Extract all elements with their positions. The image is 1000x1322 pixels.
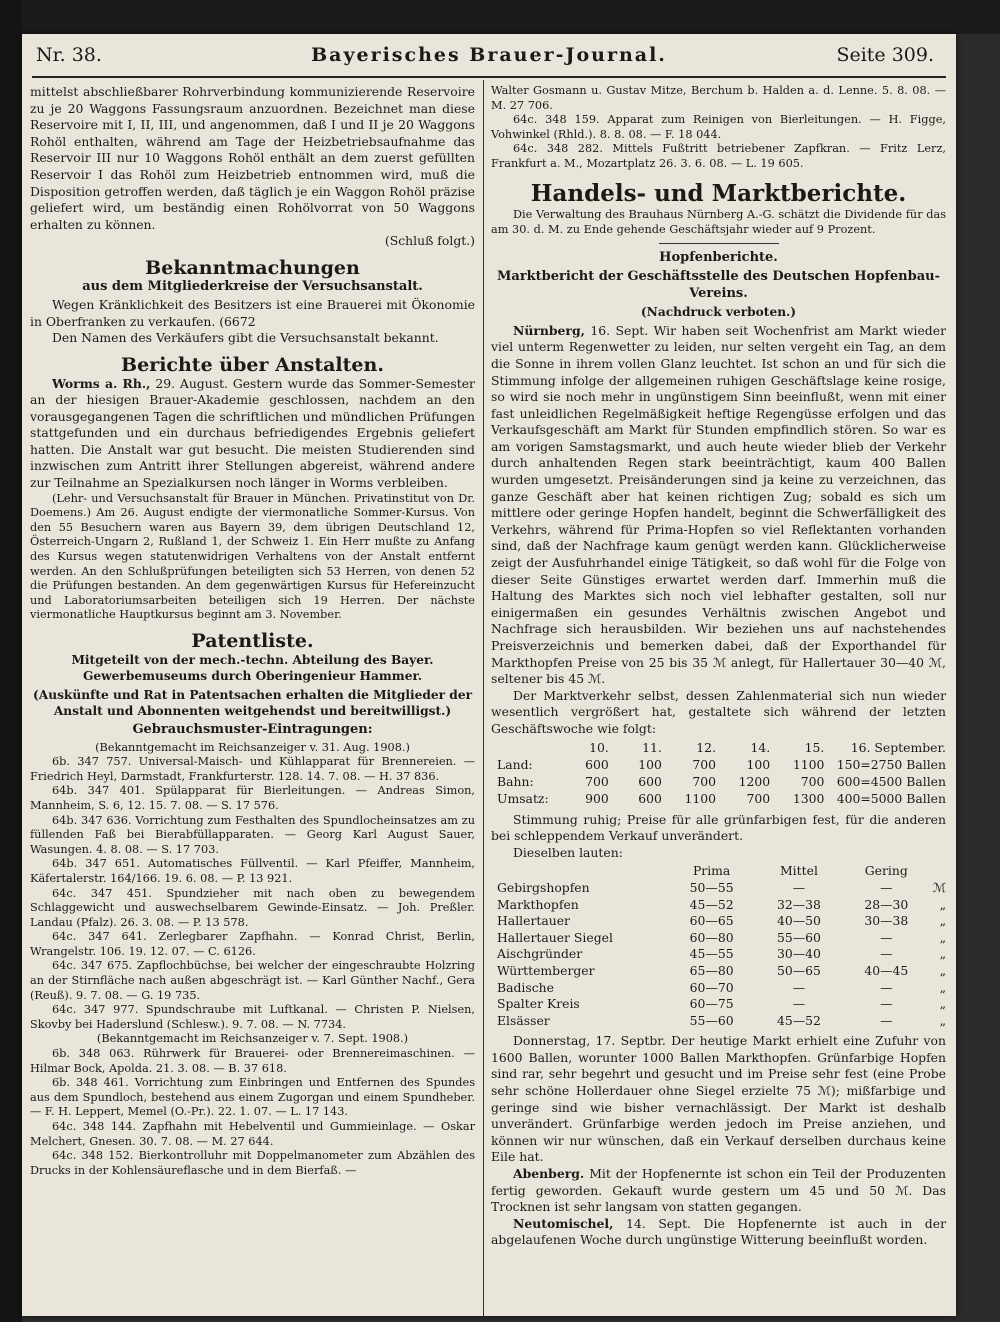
price-cell: — <box>880 946 893 962</box>
patent-list-heading: Patentliste. <box>191 630 314 652</box>
column-header: Prima <box>692 863 731 879</box>
hop-variety: Spalter Kreis <box>497 996 580 1012</box>
trade-reports-heading: Handels- und Marktberichte. <box>530 179 907 207</box>
dividend-notice: Die Verwaltung des Brauhaus Nürnberg A.-G. schätzt die Dividende für das am 30. d. M. zu Ende gehende Geschäftsjahr wieder auf 9 Prozent. <box>491 208 946 236</box>
prices-intro: Dieselben lauten: <box>513 844 623 860</box>
announcements-subheading: aus dem Mitgliederkreise der Versuchsanstalt. <box>82 278 423 294</box>
patent-entry: 6b. 347 757. Universal-Maisch- und Kühlapparat für Brennereien. — Friedrich Heyl, Darmstadt, Frankfurterstr. 128. 14. 7. 08. — H. 37 836. <box>30 755 475 783</box>
hop-price-table <box>497 863 946 1029</box>
table-cell: 700 <box>746 790 771 806</box>
table-cell: 700 <box>692 756 717 772</box>
journal-title: Bayerisches Brauer-Journal. <box>311 44 667 66</box>
market-traffic-table <box>497 740 946 808</box>
patent-entry: 64c. 347 675. Zapflochbüchse, bei welcher der eingeschraubte Holzring an der Stirnfläche nach außen abgeschrägt ist. — Karl Günther Nachf., Gera (Reuß). 9. 7. 08. — G. 19 735. <box>30 959 475 1002</box>
table-row <box>497 880 946 897</box>
column-header: 15. <box>804 739 825 755</box>
patent-entries-r <box>491 113 946 171</box>
hop-variety: Aischgründer <box>497 946 583 962</box>
row-label: Bahn: <box>497 773 534 789</box>
worms-report <box>30 376 475 492</box>
intro-paragraph: mittelst abschließbarer Rohrverbindung kommunizierende Reservoire zu je 20 Waggons Fassungsraum anzuordnen. Bezeichnet man diese Reservoire mit I, II, III, und angenommen, daß I und II je 20 Waggons Rohöl enthalten, während am Tage der Heizbetriebsaufnahme das Reservoir III nur 10 Waggons Rohöl enthält an dem zuerst gefüllten Reservoir I das Rohöl zum Heizbetrieb entnommen wird, muß die Disposition getroffen werden, daß täglich je ein Waggon Rohöl präzise geliefert wird, um beständig einen Rohölvorrat von 50 Waggons erhalten zu können. <box>30 84 475 232</box>
hop-variety: Badische <box>497 979 554 995</box>
price-cell: 55—60 <box>689 1012 734 1028</box>
table-row <box>497 1013 946 1030</box>
column-header: Mittel <box>780 863 818 879</box>
table-cell: 100 <box>746 756 771 772</box>
header-rule <box>32 76 946 78</box>
table-row <box>497 963 946 980</box>
unit-cell: „ <box>939 1012 946 1028</box>
patent-entry: 64c. 348 159. Apparat zum Reinigen von Bierleitungen. — H. Figge, Vohwinkel (Rhld.). 8. 8. 08. — F. 18 044. <box>491 113 946 141</box>
nuremberg-report <box>491 323 946 688</box>
hop-variety: Elsässer <box>497 1012 550 1028</box>
announcements-heading: Bekanntmachungen <box>145 256 360 279</box>
patent-entry: 64b. 347 651. Automatisches Füllventil. — Karl Pfeiffer, Mannheim, Käfertalerstr. 164/166. 19. 6. 08. — P. 13 921. <box>30 857 475 885</box>
thursday-report: Donnerstag, 17. Septbr. Der heutige Markt erhielt eine Zufuhr von 1600 Ballen, worunter 1000 Ballen Markthopfen. Grünfarbige Hopfen sind rar, sehr begehrt und gesucht und im Preise sehr fest (eine Probe sehr schöne Hollerdauer ohne Siegel erzielte 75 ℳ); mißfarbige und geringe sind wie bisher vernachlässigt. Der Markt ist deshalb unverändert. Grünfarbige werden jedoch im Preise anziehen, und können wir nur wünschen, daß ein Verkauf derselben durchaus keine Eile hat. <box>491 1033 946 1165</box>
table-header-row <box>497 863 946 880</box>
unit-cell: ℳ <box>932 879 946 895</box>
patent-entry: 64b. 347 401. Spülapparat für Bierleitungen. — Andreas Simon, Mannheim, S. 6, 12. 15. 7. 08. — S. 17 576. <box>30 784 475 812</box>
patent-list-note: (Auskünfte und Rat in Patentsachen erhalten die Mitglieder der Anstalt und Abonnenten weitgehendst und bereitwilligst.) <box>32 687 472 719</box>
patent-entry: 64c. 347 641. Zerlegbarer Zapfhahn. — Konrad Christ, Berlin, Wrangelstr. 106. 19. 12. 07. — C. 6126. <box>30 930 475 958</box>
price-cell: 50—65 <box>776 962 821 978</box>
price-cell: 40—45 <box>864 962 909 978</box>
place-name: Worms a. Rh., <box>52 375 151 391</box>
journal-page <box>22 34 956 1316</box>
price-cell: 65—80 <box>689 962 734 978</box>
hop-variety: Gebirgshopfen <box>497 879 590 895</box>
table-cell: 1100 <box>684 790 717 806</box>
abenberg-report <box>491 1166 946 1216</box>
unit-cell: „ <box>939 946 946 962</box>
table-row <box>497 757 946 774</box>
table-cell: 600 <box>585 756 609 772</box>
price-cell: 45—52 <box>689 896 734 912</box>
report-text: 29. August. Gestern wurde das Sommer-Semester an der hiesigen Brauer-Akademie geschlossen, nachdem an den vorausgegangenen Tagen die schriftlichen und mündlichen Prüfungen stattgefunden und ein durchaus befriedigendes Ergebnis geliefert hatten. Die Anstalt war gut besucht. Die meisten Studierenden sind inzwischen zum Antritt ihrer Stellungen abgereist, während andere zur Teilnahme an Spezialkursen noch länger in Worms verbleiben. <box>30 375 475 491</box>
column-rule <box>483 80 484 1316</box>
table-cell: 700 <box>585 773 609 789</box>
price-cell: — <box>880 996 893 1012</box>
price-cell: — <box>880 1012 893 1028</box>
unit-cell: „ <box>939 929 946 945</box>
hop-variety: Württemberger <box>497 962 595 978</box>
place-name: Neutomischel, <box>513 1215 614 1231</box>
patent-entries-b <box>30 1047 475 1178</box>
reports-heading: Berichte über Anstalten. <box>121 353 384 376</box>
patent-entry: Walter Gosmann u. Gustav Mitze, Berchum b. Halden a. d. Lenne. 5. 8. 08. — M. 27 706. <box>491 84 946 112</box>
price-cell: — <box>880 879 893 895</box>
unit-cell: „ <box>939 896 946 912</box>
patent-entry: 64b. 347 636. Vorrichtung zum Festhalten des Spundlocheinsatzes am zu füllenden Faß bei Bierabfüllapparaten. — Georg Karl August Sauer, Wasungen. 4. 8. 08. — S. 17 703. <box>30 813 475 856</box>
report-text: 14. Sept. Die Hopfenernte ist auch in der abgelaufenen Woche durch ungünstige Witterung beeinflußt worden. <box>491 1215 946 1248</box>
column-header: 12. <box>696 739 717 755</box>
column-header: 11. <box>642 739 662 755</box>
patent-entry: 64c. 347 977. Spundschraube mit Luftkanal. — Christen P. Nielsen, Skovby bei Haderslund (Schlesw.). 9. 7. 08. — N. 7734. <box>30 1003 475 1031</box>
table-cell: 150=2750 Ballen <box>836 756 946 772</box>
table-cell: 1300 <box>792 790 825 806</box>
unit-cell: „ <box>939 913 946 929</box>
price-cell: 30—40 <box>776 946 821 962</box>
table-cell: 600 <box>638 773 662 789</box>
patent-entries-a <box>30 755 475 1032</box>
table-row <box>497 996 946 1013</box>
market-traffic-text: Der Marktverkehr selbst, dessen Zahlenmaterial sich nun wieder wesentlich vergrößert hat, gestaltete sich während der letzten Geschäftswoche wie folgt: <box>491 687 946 736</box>
price-cell: — <box>792 879 806 895</box>
price-cell: — <box>792 979 806 995</box>
table-row <box>497 913 946 930</box>
row-label: Umsatz: <box>497 790 549 806</box>
price-cell: 40—50 <box>776 913 821 929</box>
price-cell: — <box>880 929 893 945</box>
column-header: 14. <box>750 739 771 755</box>
report-text: Mit der Hopfenernte ist schon ein Teil der Produzenten fertig geworden. Gekauft wurde gestern um 45 und 50 ℳ. Das Trocknen ist sehr langsam von statten gegangen. <box>491 1166 946 1215</box>
price-cell: — <box>792 996 806 1012</box>
price-cell: 60—70 <box>689 979 734 995</box>
utility-models-heading: Gebrauchsmuster-Eintragungen: <box>132 721 373 737</box>
price-cell: 45—52 <box>776 1012 821 1028</box>
row-label: Land: <box>497 756 533 772</box>
table-cell: 600=4500 Ballen <box>836 773 946 789</box>
table-row <box>497 897 946 914</box>
reprint-notice: (Nachdruck verboten.) <box>640 305 797 320</box>
announcement-text: Wegen Kränklichkeit des Besitzers ist eine Brauerei mit Ökonomie in Oberfranken zu verkaufen. (6672 <box>30 297 475 329</box>
table-row <box>497 774 946 791</box>
column-header: Gering <box>864 863 908 879</box>
table-cell: 700 <box>692 773 717 789</box>
table-cell: 600 <box>638 790 662 806</box>
patent-entry: 64c. 348 282. Mittels Fußtritt betriebener Zapfkran. — Fritz Lerz, Frankfurt a. M., Mozartplatz 26. 3. 6. 08. — L. 19 605. <box>491 142 946 170</box>
price-cell: 55—60 <box>776 929 821 945</box>
patent-list-source: Mitgeteilt von der mech.-techn. Abteilung des Bayer. Gewerbemuseums durch Oberingenieur Hammer. <box>71 652 434 684</box>
table-row <box>497 980 946 997</box>
to-be-continued: (Schluß folgt.) <box>384 233 475 249</box>
price-cell: 60—65 <box>689 913 734 929</box>
table-header-row <box>497 740 946 757</box>
section-divider <box>659 243 779 244</box>
left-column <box>30 84 475 1178</box>
place-name: Nürnberg, <box>513 322 585 338</box>
neutomischel-report <box>491 1216 946 1249</box>
table-cell: 1100 <box>792 756 825 772</box>
mood-text: Stimmung ruhig; Preise für alle grünfarbigen fest, für die anderen bei schleppendem Verkauf unverändert. <box>491 811 946 844</box>
scan-background-left <box>0 0 22 1322</box>
column-header: 16. September. <box>850 739 946 755</box>
patent-entry: 64c. 347 451. Spundzieher mit nach oben zu bewegendem Schlaggewicht und auswechselbarem Gewinde-Einsatz. — Joh. Preßler. Landau (Pfalz). 26. 3. 08. — P. 13 578. <box>30 886 475 929</box>
announcement-text: Den Namen des Verkäufers gibt die Versuchsanstalt bekannt. <box>52 330 439 346</box>
price-cell: 30—38 <box>864 913 909 929</box>
place-name: Abenberg. <box>513 1166 585 1182</box>
table-cell: 700 <box>800 773 825 789</box>
report-text: 16. Sept. Wir haben seit Wochenfrist am Markt wieder viel unterm Regenwetter zu leiden, nur selten vergeht ein Tag, an dem die Sonne in ihrem vollen Glanz leuchtet. Ist schon an und für sich die Stimmung infolge der allgemeinen ruhigen Geschäftslage keine rosige, so wird sie noch mehr in ungünstigem Sinn beeinflußt, wenn mit einer fast unleidlichen Regelmäßigkeit heftige Regengüsse erfolgen und das Verkaufsgeschäft am Markt für Stunden empfindlich stören. So war es am vorigen Samstagsmarkt, und auch heute wieder blieb der Verkehr durch anhaltenden Regen stark beeinträchtigt, kaum 400 Ballen wurden umgesetzt. Preisänderungen sind ja keine zu verzeichnen, das ganze Geschäft aber hat keinen richtigen Zug; sobald es sich um mittlere oder geringe Hopfen handelt, beginnt die Schwerfälligkeit des Verkehrs, während für Prima-Hopfen so viel Reflektanten vorhanden sind, daß der Nachfrage kaum genügt werden kann. Glücklicherweise zeigt der Ausfuhrhandel einige Tätigkeit, so daß wohl für die Folge von dieser Seite Günstiges erwartet werden darf. Immerhin muß die Haltung des Marktes sich noch viel lebhafter gestalten, soll nur einigermaßen ein gesundes Verhältnis zwischen Angebot und Nachfrage sich herausbilden. Wir beziehen uns auf nachstehendes Preisverzeichnis und bemerken dabei, daß der Exporthandel für Markthopfen Preise von 25 bis 35 ℳ anlegt, für Hallertauer 30—40 ℳ, seltener bis 45 ℳ. <box>491 322 946 687</box>
table-cell: 1200 <box>738 773 771 789</box>
right-column <box>491 84 946 1249</box>
page-number: Seite 309. <box>836 44 934 66</box>
price-cell: — <box>880 979 893 995</box>
table-row <box>497 791 946 808</box>
munich-report: (Lehr- und Versuchsanstalt für Brauer in München. Privatinstitut von Dr. Doemens.) Am 26. August endigte der viermonatliche Sommer-Kursus. Von den 55 Besuchern waren aus Bayern 39, dem übrigen Deutschland 12, Österreich-Ungarn 2, Rußland 1, der Schweiz 1. Ein Herr mußte zu Anfang des Kursus wegen statutenwidrigen Verhaltens von der Anstalt entfernt werden. An den Schlußprüfungen beteiligten sich 53 Herren, von denen 52 die Prüfungen bestanden. An dem gegenwärtigen Kursus für Hefereinzucht und Laboratoriumsarbeiten beteiligen sich 19 Herren. Der nächste viermonatliche Hauptkursus beginnt am 3. November. <box>30 491 475 622</box>
hop-reports-heading: Hopfenberichte. <box>659 250 778 266</box>
table-row <box>497 946 946 963</box>
patent-entry: 64c. 348 144. Zapfhahn mit Hebelventil und Gummieinlage. — Oskar Melchert, Gnesen. 30. 7. 08. — M. 27 644. <box>30 1120 475 1148</box>
table-cell: 900 <box>585 790 609 806</box>
price-cell: 32—38 <box>776 896 821 912</box>
price-cell: 28—30 <box>864 896 909 912</box>
unit-cell: „ <box>939 979 946 995</box>
price-cell: 45—55 <box>689 946 734 962</box>
hop-variety: Hallertauer Siegel <box>497 929 613 945</box>
publication-note: (Bekanntgemacht im Reichsanzeiger v. 31. Aug. 1908.) <box>95 740 410 754</box>
issue-number: Nr. 38. <box>36 44 102 66</box>
hop-variety: Hallertauer <box>497 913 570 929</box>
unit-cell: „ <box>939 996 946 1012</box>
patent-entry: 64c. 348 152. Bierkontrolluhr mit Doppelmanometer zum Abzählen des Drucks in der Kohlensäureflasche und in dem Bierfaß. — <box>30 1149 475 1177</box>
table-cell: 400=5000 Ballen <box>836 790 946 806</box>
publication-note: (Bekanntgemacht im Reichsanzeiger v. 7. Sept. 1908.) <box>96 1032 409 1046</box>
scan-background-top <box>0 0 1000 34</box>
table-row <box>497 930 946 947</box>
price-cell: 50—55 <box>689 879 734 895</box>
hop-market-subheading: Marktbericht der Geschäftsstelle des Deutschen Hopfenbau-Vereins. <box>497 268 940 301</box>
price-cell: 60—80 <box>689 929 734 945</box>
patent-entry: 6b. 348 461. Vorrichtung zum Einbringen und Entfernen des Spundes aus dem Spundloch, bestehend aus einem Zugorgan und einem Spundheber. — F. H. Leppert, Memel (O.-Pr.). 22. 1. 07. — L. 17 143. <box>30 1076 475 1119</box>
column-header: 10. <box>589 739 609 755</box>
unit-cell: „ <box>939 962 946 978</box>
hop-variety: Markthopfen <box>497 896 579 912</box>
price-cell: 60—75 <box>689 996 734 1012</box>
patent-entry: 6b. 348 063. Rührwerk für Brauerei- oder Brennereimaschinen. — Hilmar Bock, Apolda. 21. 3. 08. — B. 37 618. <box>30 1047 475 1075</box>
table-cell: 100 <box>638 756 662 772</box>
